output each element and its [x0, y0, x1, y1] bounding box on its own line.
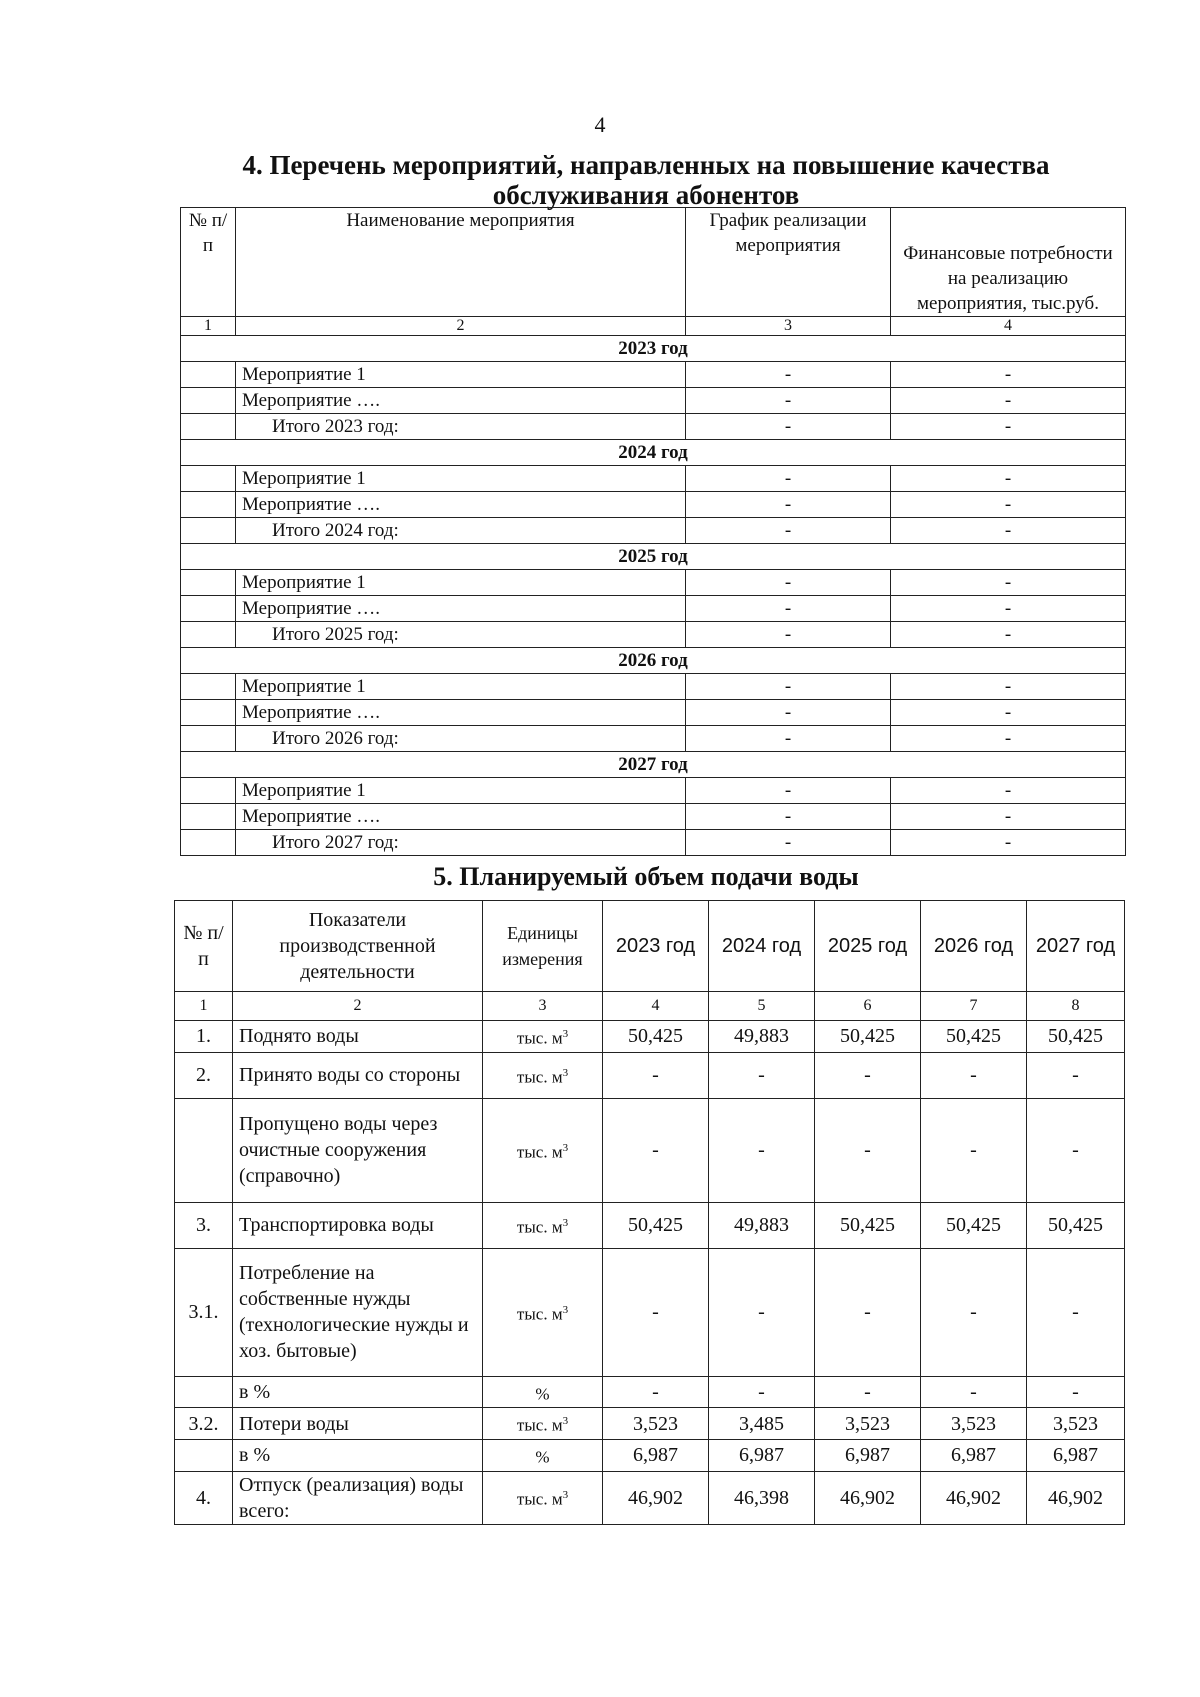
column-number-row: [181, 317, 1126, 336]
table-row: [181, 700, 1126, 726]
finance-cell: -: [891, 830, 1126, 856]
table-row: [175, 1408, 1125, 1440]
value-cell: -: [921, 1248, 1027, 1376]
column-number: 5: [709, 992, 815, 1021]
unit-cell: [483, 1376, 603, 1408]
finance-cell: -: [891, 362, 1126, 388]
schedule-cell: -: [686, 492, 891, 518]
schedule-cell: -: [686, 518, 891, 544]
unit-text: тыс. м: [516, 1217, 563, 1237]
finance-cell: -: [891, 414, 1126, 440]
row-number-cell: [181, 622, 236, 648]
row-number: 3.1.: [175, 1248, 233, 1376]
unit-text: тыс. м: [516, 1028, 563, 1048]
value-cell: 3,523: [921, 1408, 1027, 1440]
row-number-cell: [181, 518, 236, 544]
indicator-name: Принято воды со стороны: [233, 1052, 483, 1098]
year-label: 2023 год: [181, 336, 1126, 362]
header-cell: Показатели производственной деятельности: [233, 901, 483, 992]
header-cell: График реализации мероприятия: [686, 208, 891, 317]
table-row: [181, 388, 1126, 414]
section4-title: 4. Перечень мероприятий, направленных на повышение качества обслуживания абонентов: [242, 150, 1050, 210]
value-cell: -: [603, 1098, 709, 1202]
value-cell: 50,425: [921, 1202, 1027, 1248]
value-cell: 6,987: [1027, 1439, 1125, 1471]
row-number-cell: [181, 466, 236, 492]
table-header-row: [181, 208, 1126, 317]
header-cell: № п/п: [175, 901, 233, 992]
table-row: [181, 596, 1126, 622]
table-row: [181, 414, 1126, 440]
year-row: [181, 544, 1126, 570]
table-header-row: [175, 901, 1125, 992]
table-row: [181, 778, 1126, 804]
indicator-name: Транспортировка воды: [233, 1202, 483, 1248]
finance-cell: -: [891, 492, 1126, 518]
schedule-cell: -: [686, 726, 891, 752]
finance-cell: -: [891, 518, 1126, 544]
schedule-cell: -: [686, 674, 891, 700]
table-row: [175, 1098, 1125, 1202]
table-row: [181, 570, 1126, 596]
value-cell: -: [1027, 1376, 1125, 1408]
schedule-cell: -: [686, 388, 891, 414]
value-cell: 50,425: [921, 1021, 1027, 1053]
finance-cell: -: [891, 388, 1126, 414]
unit-text: тыс. м: [516, 1489, 563, 1509]
table-row: [181, 726, 1126, 752]
table-row: [175, 1248, 1125, 1376]
unit-text: тыс. м: [516, 1304, 563, 1324]
activity-name: Мероприятие ….: [236, 596, 686, 622]
activity-name: Мероприятие ….: [236, 492, 686, 518]
header-cell: Наименование мероприятия: [236, 208, 686, 317]
row-number-cell: [181, 830, 236, 856]
table-row: [175, 1439, 1125, 1471]
value-cell: 49,883: [709, 1021, 815, 1053]
activity-name: Мероприятие 1: [236, 674, 686, 700]
value-cell: 6,987: [921, 1439, 1027, 1471]
value-cell: -: [1027, 1052, 1125, 1098]
table-row: [181, 466, 1126, 492]
value-cell: 3,523: [1027, 1408, 1125, 1440]
row-number-cell: [181, 674, 236, 700]
indicator-name: Отпуск (реализация) воды всего:: [233, 1471, 483, 1524]
row-number-cell: [181, 804, 236, 830]
value-cell: 50,425: [603, 1021, 709, 1053]
section5-title: 5. Планируемый объем подачи воды: [433, 862, 859, 891]
unit-cell: [483, 1052, 603, 1098]
unit-superscript: 3: [562, 1489, 569, 1502]
table-row: [181, 830, 1126, 856]
table-row: [181, 804, 1126, 830]
table-row: [175, 1471, 1125, 1524]
unit-superscript: 3: [562, 1028, 569, 1040]
year-row: [181, 752, 1126, 778]
value-cell: -: [815, 1052, 921, 1098]
page-number: 4: [594, 112, 606, 137]
activities-table: [180, 207, 1126, 856]
unit-superscript: 3: [562, 1415, 569, 1428]
value-cell: 6,987: [709, 1439, 815, 1471]
value-cell: -: [709, 1098, 815, 1202]
header-cell: № п/п: [181, 208, 236, 317]
row-number-cell: [181, 726, 236, 752]
unit-text: тыс. м: [516, 1142, 563, 1162]
finance-cell: -: [891, 570, 1126, 596]
column-number: 4: [891, 317, 1126, 336]
year-row: [181, 336, 1126, 362]
table-row: [175, 1021, 1125, 1053]
row-number: 2.: [175, 1052, 233, 1098]
activity-name: Мероприятие ….: [236, 388, 686, 414]
row-number: 1.: [175, 1021, 233, 1053]
unit-cell: [483, 1471, 603, 1524]
value-cell: -: [921, 1376, 1027, 1408]
year-label: 2025 год: [181, 544, 1126, 570]
row-number: 4.: [175, 1471, 233, 1524]
column-number: 1: [181, 317, 236, 336]
indicator-name: в %: [233, 1376, 483, 1408]
value-cell: 46,902: [1027, 1471, 1125, 1524]
finance-cell: -: [891, 466, 1126, 492]
finance-cell: -: [891, 778, 1126, 804]
indicator-name: Потребление на собственные нужды (технологические нужды и хоз. бытовые): [233, 1248, 483, 1376]
row-number: [175, 1098, 233, 1202]
value-cell: 3,523: [603, 1408, 709, 1440]
schedule-cell: -: [686, 466, 891, 492]
unit-cell: [483, 1408, 603, 1440]
value-cell: -: [921, 1052, 1027, 1098]
value-cell: -: [815, 1098, 921, 1202]
table-row: [181, 492, 1126, 518]
row-number-cell: [181, 414, 236, 440]
finance-cell: -: [891, 726, 1126, 752]
value-cell: 50,425: [815, 1202, 921, 1248]
row-number-cell: [181, 388, 236, 414]
table-row: [175, 1202, 1125, 1248]
value-cell: 46,902: [815, 1471, 921, 1524]
indicator-name: в %: [233, 1439, 483, 1471]
column-number: 4: [603, 992, 709, 1021]
unit-text: %: [535, 1384, 550, 1404]
unit-cell: [483, 1439, 603, 1471]
table-row: [181, 518, 1126, 544]
value-cell: -: [1027, 1248, 1125, 1376]
column-number: 8: [1027, 992, 1125, 1021]
value-cell: 46,398: [709, 1471, 815, 1524]
header-cell: 2025 год: [815, 901, 921, 992]
finance-cell: -: [891, 622, 1126, 648]
unit-text: тыс. м: [516, 1415, 563, 1435]
value-cell: 46,902: [921, 1471, 1027, 1524]
schedule-cell: -: [686, 414, 891, 440]
row-number: 3.: [175, 1202, 233, 1248]
header-cell: 2027 год: [1027, 901, 1125, 992]
column-number: 2: [233, 992, 483, 1021]
value-cell: -: [815, 1376, 921, 1408]
column-number: 3: [483, 992, 603, 1021]
value-cell: 50,425: [815, 1021, 921, 1053]
finance-cell: -: [891, 596, 1126, 622]
column-number: 3: [686, 317, 891, 336]
indicator-name: Потери воды: [233, 1408, 483, 1440]
activity-name: Мероприятие ….: [236, 804, 686, 830]
total-label: Итого 2026 год:: [236, 726, 686, 752]
schedule-cell: -: [686, 622, 891, 648]
activity-name: Мероприятие ….: [236, 700, 686, 726]
row-number-cell: [181, 362, 236, 388]
year-row: [181, 440, 1126, 466]
value-cell: 3,485: [709, 1408, 815, 1440]
finance-cell: -: [891, 674, 1126, 700]
unit-cell: [483, 1248, 603, 1376]
schedule-cell: -: [686, 570, 891, 596]
schedule-cell: -: [686, 596, 891, 622]
schedule-cell: -: [686, 830, 891, 856]
column-number: 2: [236, 317, 686, 336]
value-cell: 50,425: [1027, 1202, 1125, 1248]
finance-cell: -: [891, 700, 1126, 726]
schedule-cell: -: [686, 362, 891, 388]
water-supply-table: [174, 900, 1125, 1525]
value-cell: 49,883: [709, 1202, 815, 1248]
row-number: 3.2.: [175, 1408, 233, 1440]
activity-name: Мероприятие 1: [236, 466, 686, 492]
schedule-cell: -: [686, 778, 891, 804]
value-cell: 46,902: [603, 1471, 709, 1524]
value-cell: -: [709, 1052, 815, 1098]
value-cell: -: [603, 1052, 709, 1098]
row-number: [175, 1376, 233, 1408]
column-number: 7: [921, 992, 1027, 1021]
value-cell: -: [709, 1248, 815, 1376]
value-cell: 6,987: [815, 1439, 921, 1471]
unit-superscript: 3: [562, 1303, 569, 1316]
column-number-row: [175, 992, 1125, 1021]
row-number-cell: [181, 492, 236, 518]
unit-cell: [483, 1202, 603, 1248]
table-row: [181, 362, 1126, 388]
column-number: 6: [815, 992, 921, 1021]
value-cell: 6,987: [603, 1439, 709, 1471]
row-number-cell: [181, 700, 236, 726]
year-label: 2027 год: [181, 752, 1126, 778]
value-cell: -: [815, 1248, 921, 1376]
indicator-name: Пропущено воды через очистные сооружения (справочно): [233, 1098, 483, 1202]
value-cell: -: [921, 1098, 1027, 1202]
table-row: [175, 1376, 1125, 1408]
year-label: 2026 год: [181, 648, 1126, 674]
value-cell: -: [709, 1376, 815, 1408]
row-number-cell: [181, 570, 236, 596]
value-cell: 50,425: [603, 1202, 709, 1248]
value-cell: -: [603, 1376, 709, 1408]
header-cell: 2024 год: [709, 901, 815, 992]
value-cell: 50,425: [1027, 1021, 1125, 1053]
unit-cell: [483, 1098, 603, 1202]
value-cell: -: [1027, 1098, 1125, 1202]
total-label: Итого 2024 год:: [236, 518, 686, 544]
column-number: 1: [175, 992, 233, 1021]
unit-text: %: [535, 1447, 550, 1467]
unit-text: тыс. м: [516, 1067, 563, 1087]
activity-name: Мероприятие 1: [236, 570, 686, 596]
header-cell: 2026 год: [921, 901, 1027, 992]
header-cell: 2023 год: [603, 901, 709, 992]
table-row: [181, 674, 1126, 700]
value-cell: 3,523: [815, 1408, 921, 1440]
row-number-cell: [181, 778, 236, 804]
schedule-cell: -: [686, 804, 891, 830]
row-number: [175, 1439, 233, 1471]
total-label: Итого 2027 год:: [236, 830, 686, 856]
finance-cell: -: [891, 804, 1126, 830]
activity-name: Мероприятие 1: [236, 778, 686, 804]
total-label: Итого 2025 год:: [236, 622, 686, 648]
schedule-cell: -: [686, 700, 891, 726]
unit-superscript: 3: [562, 1066, 569, 1079]
value-cell: -: [603, 1248, 709, 1376]
table-row: [175, 1052, 1125, 1098]
table-row: [181, 622, 1126, 648]
unit-superscript: 3: [562, 1141, 569, 1154]
year-label: 2024 год: [181, 440, 1126, 466]
indicator-name: Поднято воды: [233, 1021, 483, 1053]
total-label: Итого 2023 год:: [236, 414, 686, 440]
row-number-cell: [181, 596, 236, 622]
unit-superscript: 3: [562, 1216, 569, 1229]
unit-cell: [483, 1021, 603, 1053]
header-cell: Финансовые потребности на реализацию мероприятия, тыс.руб.: [891, 208, 1126, 317]
year-row: [181, 648, 1126, 674]
activity-name: Мероприятие 1: [236, 362, 686, 388]
header-cell: Единицы измерения: [483, 901, 603, 992]
